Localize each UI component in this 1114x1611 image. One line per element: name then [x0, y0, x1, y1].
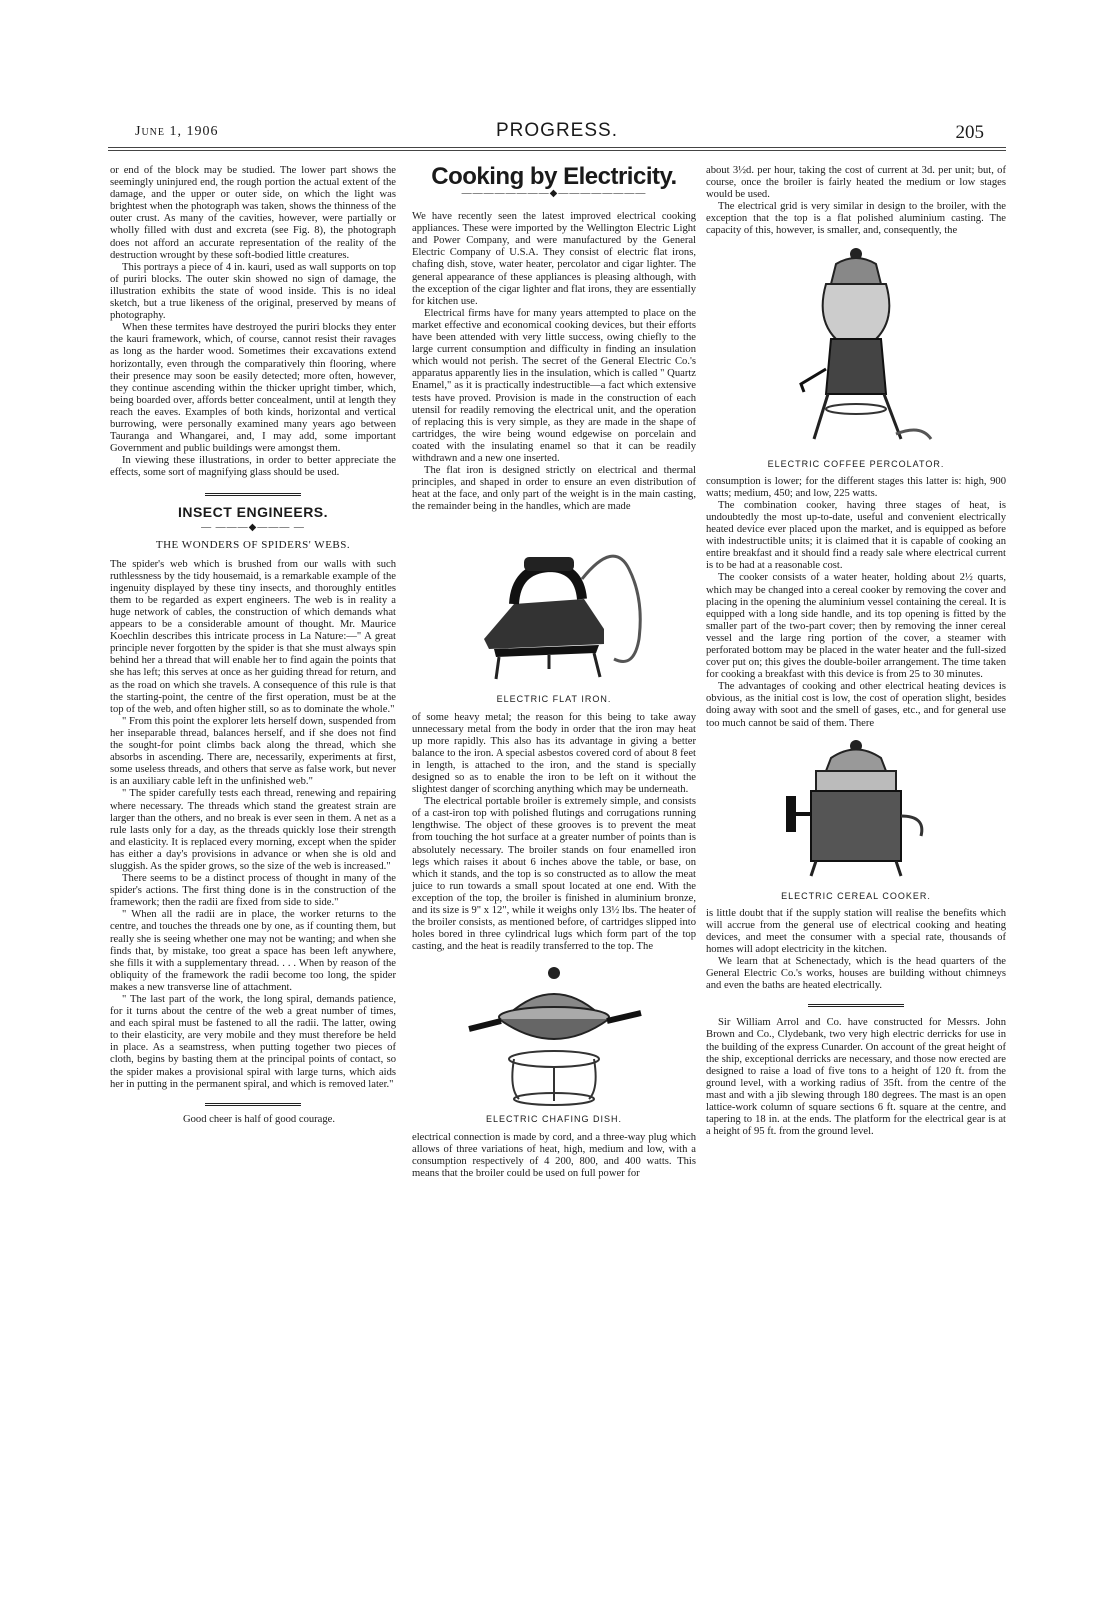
flat-iron-caption: ELECTRIC FLAT IRON. — [496, 694, 612, 705]
cooking-paragraph: about 3½d. per hour, taking the cost of current at 3d. per unit; but, of course, once the broiler is fairly heated the medium or low stages would be used. — [706, 165, 1006, 201]
insect-paragraph: " From this point the explorer lets herself down, suspended from her inseparable thread, balances herself, and if she does not find the sought-for point climbs back along the thread, which she absorbs in ascending. There are, necessarily, experiments at first, some useless threads, and others that serve as false work, but never is an auxiliary cable left in the unfinished web." — [110, 715, 396, 788]
cooking-paragraph: is little doubt that if the supply station will realise the benefits which will accrue from the general use of electrical cooking and heating devices, and meet the consumer with a special rate, thousands of homes will adopt electricity in the kitchen. — [706, 907, 1006, 955]
flat-iron-figure — [412, 519, 696, 705]
footer-motto: Good cheer is half of good courage. — [182, 1113, 336, 1125]
cereal-cooker-illustration — [761, 736, 951, 886]
cooking-paragraph: We have recently seen the latest improved electrical cooking appliances. These were imported by the Wellington Electric Light and Power Company, and were manufactured by the General Electric Company of U.S.A. They consist of electric flat irons, chafing dish, stove, water heater, percolator and cigar lighter. The general appearance of these appliances is pleasing although, with the exception of the cigar lighter and flat irons, they are essentially for kitchen use. — [412, 211, 696, 307]
insect-paragraph: " The last part of the work, the long spiral, demands patience, for it turns about the centre of the web a great number of times, and each spiral must be fastened to all the radii. The latter, owing to their elasticity, are very mobile and they must therefore be held in place. As a seamstress, when putting together two pieces of cloth, begins by basting them at the principal points of contact, so the spider makes a provisional spiral with large turns, which aids her in putting in the permanent spiral, and which is removed later." — [110, 994, 396, 1090]
cooking-article-title: Cooking by Electricity. — [431, 163, 677, 190]
cooking-paragraph: consumption is lower; for the different stages this latter is: high, 900 watts; medium, 450; and low, 225 watts. — [706, 475, 1006, 499]
coffee-percolator-illustration — [766, 244, 946, 454]
cooking-paragraph: of some heavy metal; the reason for this being to take away unnecessary metal from the body in order that the iron may heat up more rapidly. This also has its advantage in giving a better balance to the iron. A special asbestos covered cord of about 8 feet in length, is attached to the iron, and the stand is specially designed so as to enable the iron to be left on it without the slightest danger of scorching anything which may be underneath. — [412, 711, 696, 796]
column-right — [706, 165, 1006, 1138]
termite-paragraph: or end of the block may be studied. The lower part shows the seemingly uninjured end, the rough portion the actual extent of the damage, and the upper or outer side, on which the light was brightest when the photograph was taken, shows the thinness of the outer crust. As many of the cavities, however, were partially or wholly filled with dust and excreta (see Fig. 8), the photograph does not afford an accurate representation of the reality of the destruction wrought by these soft-bodied little creatures. — [110, 165, 396, 261]
insect-article-subtitle: THE WONDERS OF SPIDERS' WEBS. — [155, 538, 351, 551]
insect-paragraph: The spider's web which is brushed from our walls with such ruthlessness by the tidy housemaid, is a remarkable example of the ingenuity displayed by these tiny insects, and thoroughly entitles them to be regarded as expert engineers. The web is in reality a huge network of cables, the construction of which demands what appears to be a considerable amount of thought. Mr. Maurice Koechlin describes this intricate process in La Nature:—" A great principle never forgotten by the spider is that she must always spin behind her a thread that will enable her to find again the points that she has left; this serves at once as her guiding thread for return, and as the road on which she travels. A consequence of this rule is that the starting-point, the centre of the first operation, must be at the top of the web, and often higher still, so as to dominate the whole." — [110, 558, 396, 715]
header-date: June 1, 1906 — [135, 124, 219, 139]
header-title: PROGRESS. — [496, 120, 618, 141]
cereal-cooker-caption: ELECTRIC CEREAL COOKER. — [781, 890, 931, 901]
termite-paragraph: When these termites have destroyed the puriri blocks they enter the kauri framework, which, of course, cannot resist their ravages as long as the harder wood. Sometimes their excavations extend horizontally, even through the comparatively thin flooring, where their presence may soon be easily detected; more often, however, they continue ascending within the thicker upright timber, which, being boarded over, affords better concealment, until at length they reach the eaves. Examples of both kinds, horizontal and vertical burrowing, were personally examined many years ago between Tauranga and Whangarei, and, I may add, some important Government and public buildings were amongst them. — [110, 322, 396, 455]
header-rule — [108, 147, 1006, 148]
cooking-paragraph: The electrical grid is very similar in design to the broiler, with the exception that the top is a flat polished aluminium casting. The capacity of this, however, is smaller, and, consequently, the — [706, 201, 1006, 237]
section-divider — [205, 493, 301, 496]
chafing-dish-caption: ELECTRIC CHAFING DISH. — [485, 1114, 622, 1125]
chafing-dish-illustration — [449, 959, 659, 1109]
coffee-percolator-caption: ELECTRIC COFFEE PERCOLATOR. — [767, 458, 945, 469]
cooking-paragraph: The electrical portable broiler is extremely simple, and consists of a cast-iron top with polished flutings and corrugations running lengthwise. The object of these grooves is to prevent the meat from touching the hot surface at a greater number of points than is absolutely necessary. The broiler stands on four enamelled iron legs which raises it about 6 inches above the table, or base, on which it stands, and the top is so constructed as to allow the meat juice to run towards a small spout located at one end. With the exception of the top, the broiler is finished in aluminium bronze, and its size is 9" x 12", while it weighs only 13½ lbs. The heater of the broiler consists, as mentioned before, of cartridges slipped into holes bored in three cylindrical lugs which form part of the top casting, and the heat is readily transferred to the top. The — [412, 796, 696, 953]
coffee-percolator-figure — [706, 244, 1006, 470]
cooking-paragraph: electrical connection is made by cord, and a three-way plug which allows of three variations of heat, high, medium and low, with a consumption respectively of 4 200, 800, and 400 watts. This means that the broiler could be used on full power for — [412, 1131, 696, 1179]
column-middle — [412, 165, 696, 1180]
cooking-paragraph: The advantages of cooking and other electrical heating devices is obvious, as the initial cost is low, the cost of operation slight, besides doing away with soot and the smell of gases, etc., and for general use too much cannot be said of them. There — [706, 681, 1006, 729]
header-page-number: 205 — [955, 122, 984, 143]
header-rule-2 — [108, 150, 1006, 151]
chafing-dish-figure — [412, 959, 696, 1125]
flat-iron-illustration — [454, 519, 654, 689]
insect-article-title: INSECT ENGINEERS. — [177, 504, 329, 521]
cooking-paragraph: The flat iron is designed strictly on electrical and thermal principles, and shaped in order to ensure an even distribution of heat at the face, and only part of the weight is in the main casting, the remainder being in the handles, which are made — [412, 465, 696, 513]
cooking-paragraph: The combination cooker, having three stages of heat, is undoubtedly the most up-to-date, useful and convenient electrically heated device ever placed upon the market, and is equipped as before with indestructible units; it is claimed that it is capable of cooking an entire breakfast and it should find a ready sale where electrical current is to be had at a reasonable cost. — [706, 499, 1006, 572]
insect-paragraph: There seems to be a distinct process of thought in many of the spider's actions. The first thing done is in the construction of the framework; then the radii are fixed from side to side." — [110, 873, 396, 909]
termite-paragraph: In viewing these illustrations, in order to better appreciate the effects, some sort of magnifying glass should be used. — [110, 455, 396, 479]
cooking-paragraph: Electrical firms have for many years attempted to place on the market effective and economical cooking devices, but their efforts have been attended with very little success, owing chiefly to the large current consumption and difficulty in finding an insulation which would not perish. The secret of the General Electric Co.'s apparatus apparently lies in the insulation, which is called " Quartz Enamel," as it is practically indestructible—a fact which extensive tests have proved. Provision is made in the construction of each utensil for readily removing the electrical unit, and the operation of replacing this is very simple, as they are made in the shape of cartridges, the wire being wound edgewise on porcelain and coated with the insulating enamel so that it can be readily withdrawn and a new one inserted. — [412, 307, 696, 464]
cereal-cooker-figure — [706, 736, 1006, 902]
ornament-divider: — ———◆——— — — [201, 521, 305, 533]
column-left — [110, 165, 396, 1126]
insect-paragraph: " When all the radii are in place, the worker returns to the centre, and touches the threads one by one, as if counting them, but really she is seeing whether one may not be wanting; and when she finds that, by mistake, too great a space has been left anywhere, she fills it with a supplementary thread. . . . When by reason of the obliquity of the framework the radii become too long, the spider makes a new transverse line of attachment. — [110, 909, 396, 993]
insect-paragraph: " The spider carefully tests each thread, renewing and repairing where necessary. The threads which stand the greatest strain are larger than the others, and no break is ever seen in them. A net as a rule lasts only for a day, as the threads quickly lose their strength and elasticity. It is replaced every morning, except when the spider has either a day's provisions in advance or when she is old and sluggish. As the spider grows, so the size of the web is increased." — [110, 788, 396, 872]
ornament-divider: ————————◆———————— — [461, 188, 647, 200]
running-header — [0, 120, 1114, 160]
cooking-paragraph: We learn that at Schenectady, which is the head quarters of the General Electric Co.'s works, houses are building without chimneys and even the baths are heated electrically. — [706, 956, 1006, 992]
cooking-paragraph: The cooker consists of a water heater, holding about 2½ quarts, which may be changed into a cereal cooker by removing the cover and placing in the opening the aluminium vessel containing the cereal. It is equipped with a long side handle, and its top opening is fitted by the smaller part of the two-part cover; then by removing the inner cereal vessel and the large ring portion of the cover, a steamer with perforated bottom may be placed in the water heater and the full-sized cover put on; this gives the double-boiler arrangement. The time taken for cooking a breakfast with this device is from 25 to 30 minutes. — [706, 572, 1006, 681]
derrick-paragraph: Sir William Arrol and Co. have constructed for Messrs. John Brown and Co., Clydebank, two very high electric derricks for use in the building of the express Cunarder. On account of the great height of the ship, exceptional derricks are necessary, and those now erected are designed to raise a load of five tons to a height of 120 ft. from the ground level, with a working radius of 35ft. from the centre of the mast and with a jib slewing through 180 degrees. The mast is an open lattice-work column of square sections 6 ft. square at the centre, and tapering to 18 in. at the ends. The platform for the electrical gear is at a height of 95 ft. from the ground level. — [706, 1017, 1006, 1138]
termite-paragraph: This portrays a piece of 4 in. kauri, used as wall supports on top of puriri blocks. The outer skin showed no sign of damage, the illustration exhibits the state of wood inside. This is no ideal sketch, but a true likeness of the original, preserved by means of photography. — [110, 261, 396, 322]
